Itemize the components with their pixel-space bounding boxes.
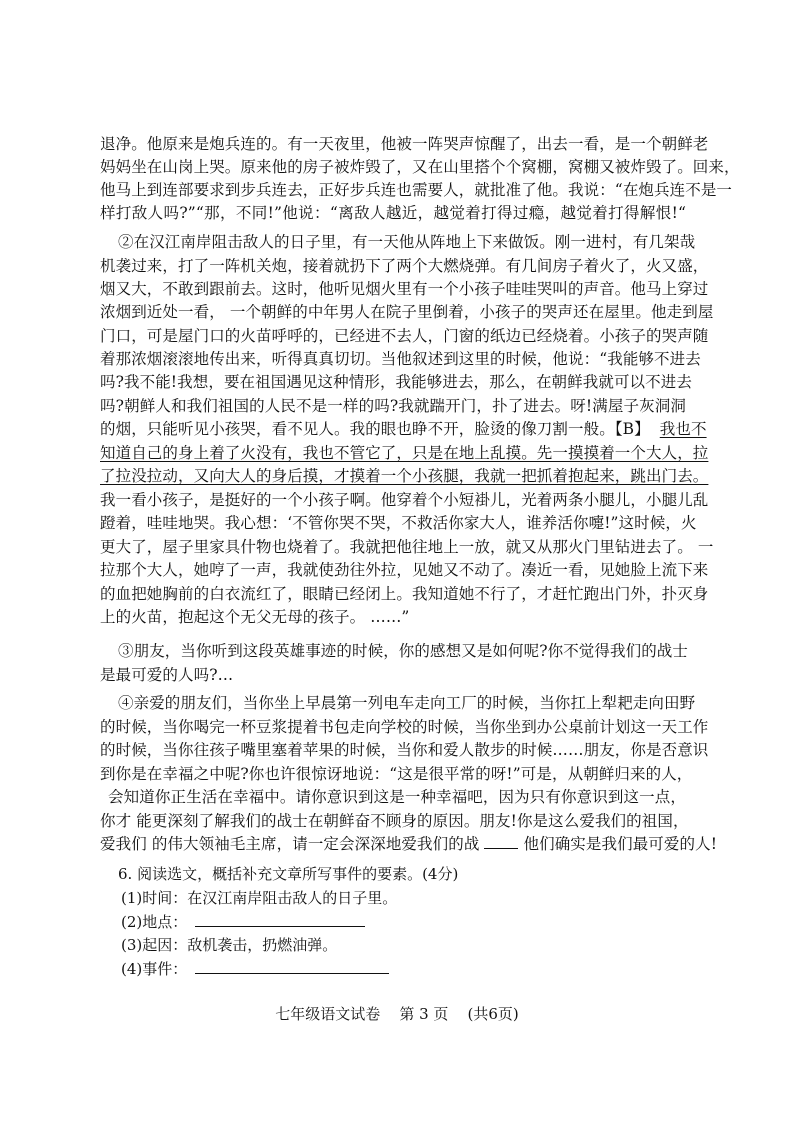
marker-b: 【B】 <box>614 420 650 438</box>
passage-line: 我一看小孩子，是挺好的一个小孩子啊。他穿着个小短褂儿，光着两条小腿儿，小腿儿乱 <box>100 491 709 509</box>
passage-line: 浓烟到近处一看， 一个朝鲜的中年男人在院子里倒着，小孩子的哭声还在屋里。他走到屋 <box>100 303 714 321</box>
page-footer <box>0 1003 794 1024</box>
footer-exam-title: 七年级语文试卷 <box>275 1005 381 1023</box>
question-item <box>121 959 389 979</box>
fill-in-blank[interactable] <box>484 834 518 849</box>
passage-line: 会知道你正生活在幸福中。请你意识到这是一种幸福吧，因为只有你意识到这一点， <box>108 788 686 806</box>
underlined-sentence: 我也不 <box>659 420 707 438</box>
passage-line: 拉那个大人，她哼了一声，我就使劲往外拉，见她又不动了。凑近一看，见她脸上流下来 <box>100 561 709 579</box>
passage-line: 上的火苗，抱起这个无父无母的孩子。 ……” <box>100 608 410 626</box>
passage-line: 门口，可是屋门口的火苗呼呼的，已经进不去人，门窗的纸边已经烧着。小孩子的哭声随 <box>100 327 709 345</box>
passage-line: 吗?我不能!我想，要在祖国遇见这种情形，我能够进去，那么，在朝鲜我就可以不进去 <box>100 373 692 391</box>
footer-total-pages: (共6页) <box>467 1005 519 1023</box>
question-item-label: (2)地点： <box>121 913 188 931</box>
answer-blank-event[interactable] <box>195 959 389 974</box>
underlined-sentence: 知道自己的身上着了火没有，我也不管它了，只是在地上乱摸。先一摸摸着一个大人，拉 <box>100 444 709 462</box>
passage-line: 你才 能更深刻了解我们的战士在朝鲜奋不顾身的原因。朋友!你是这么爱我们的祖国， <box>100 812 689 830</box>
passage-line: 退净。他原来是炮兵连的。有一天夜里，他被一阵哭声惊醒了，出去一看，是一个朝鲜老 <box>100 135 709 153</box>
passage-line: 蹬着，哇哇地哭。我心想：‘不管你哭不哭，不救活你家大人，谁养活你嚏!”这时候，火 <box>100 514 697 532</box>
passage-line: 他马上到连部要求到步兵连去，正好步兵连也需要人，就批准了他。我说：“在炮兵连不是一 <box>100 181 733 199</box>
passage-line: 的时候，当你往孩子嘴里塞着苹果的时候，当你和爱人散步的时候……朋友，你是否意识 <box>100 741 709 759</box>
footer-page-number: 第 3 页 <box>399 1005 449 1023</box>
question-item-label: (4)事件： <box>121 960 188 978</box>
underlined-sentence: 了拉没拉动，又向大人的身后摸，才摸着一个小孩腿，我就一把抓着抱起来，跳出门去。 <box>100 467 709 485</box>
passage-line: 吗?朝鲜人和我们祖国的人民不是一样的吗?我就踹开门，扑了进去。呀!满屋子灰洞洞 <box>100 397 686 415</box>
question-item: (3)起因：敌机袭击，扔燃油弹。 <box>121 936 338 954</box>
passage-line: ④亲爱的朋友们，当你坐上早晨第一列电车走向工厂的时候，当你扛上犁耙走向田野 <box>118 694 696 712</box>
passage-line: 烟又大，不敢到跟前去。这时，他听见烟火里有一个小孩子哇哇哭叫的声音。他马上穿过 <box>100 280 709 298</box>
passage-text: 他们确实是我们最可爱的人! <box>523 835 718 853</box>
passage-line: ②在汉江南岸阻击敌人的日子里，有一天他从阵地上下来做饭。刚一进村，有几架哉 <box>118 233 696 251</box>
answer-blank-location[interactable] <box>195 912 365 927</box>
passage-line: 样打敌人吗?”“那，不同!”他说：“离敌人越近，越觉着打得过瘾，越觉着打得解恨!“ <box>100 204 686 222</box>
passage-line: 妈妈坐在山岗上哭。原来他的房子被炸毁了，又在山里搭个个窝棚，窝棚又被炸毁了。回来， <box>100 158 740 176</box>
passage-line: 是最可爱的人吗?… <box>100 666 234 684</box>
passage-text: 爱我们 的伟大领袖毛主席，请一定会深深地爱我们的战 <box>100 835 480 853</box>
passage-line: 到你是在幸福之中呢?你也许很惊讶地说：“这是很平常的呀!”可是，从朝鲜归来的人， <box>100 765 693 783</box>
passage-line: 的血把她胸前的白衣流红了，眼睛已经闭上。我知道她不行了，才赶忙跑出门外，扑灭身 <box>100 585 709 603</box>
question-item <box>121 912 365 932</box>
passage-line: ③朋友，当你听到这段英雄事迹的时候，你的感想又是如何呢?你不觉得我们的战士 <box>118 642 689 660</box>
passage-line: 的时候，当你喝完一杯豆浆提着书包走向学校的时候，当你坐到办公桌前计划这一天工作 <box>100 718 709 736</box>
passage-text: 的烟，只能听见小孩哭，看不见人。我的眼也睁不开，脸烫的像刀割一般。 <box>100 420 615 438</box>
passage-line: 着那浓烟滚滚地传出来，听得真真切切。当他叙述到这里的时候，他说：“我能够不进去 <box>100 350 701 368</box>
passage-line <box>100 419 707 439</box>
passage-line: 更大了，屋子里家具什物也烧着了。我就把他往地上一放，就又从那火门里钻进去了。 一 <box>100 538 714 556</box>
question-title: 6. 阅读选文，概括补充文章所写事件的要素。(4分) <box>118 865 459 883</box>
question-item: (1)时间：在汉江南岸阻击敌人的日子里。 <box>121 889 398 907</box>
passage-line: 机袭过来，打了一阵机关炮，接着就扔下了两个大燃烧弹。有几间房子着火了，火又盛， <box>100 257 709 275</box>
passage-line <box>100 834 718 854</box>
